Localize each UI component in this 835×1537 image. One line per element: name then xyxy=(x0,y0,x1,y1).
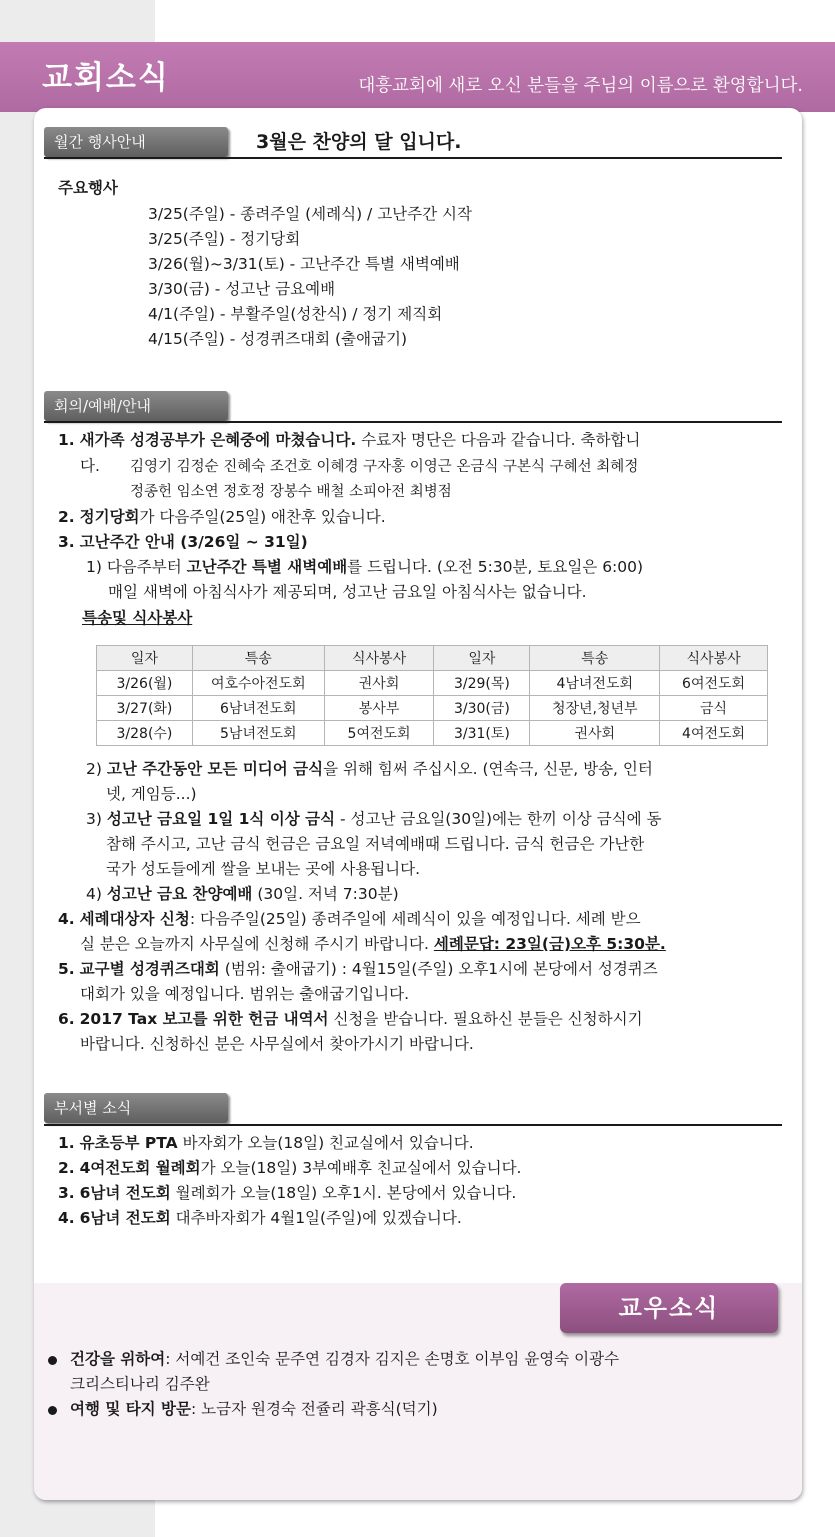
table-cell: 5여전도회 xyxy=(324,721,434,746)
notice-5-text: (범위: 출애굽기) : 4월15일(주일) 오후1시에 본당에서 성경퀴즈 xyxy=(219,960,658,978)
event-item: 3/25(주일) - 종려주일 (세례식) / 고난주간 시작 xyxy=(148,205,472,223)
table-header: 식사봉사 xyxy=(324,646,434,671)
sub-3-title: 성고난 금요일 1일 1식 이상 금식 xyxy=(106,810,336,828)
bullet-icon xyxy=(48,1406,57,1415)
notice-1-text: 수료자 명단은 다음과 같습니다. 축하합니 xyxy=(361,431,641,449)
event-item: 3/30(금) - 성고난 금요예배 xyxy=(148,280,336,298)
item-number: 1. xyxy=(58,1134,75,1152)
graduate-names-2: 정종헌 임소연 정호정 장봉수 배철 소피아전 최병점 xyxy=(130,484,452,500)
holy-week-sub-3 xyxy=(86,807,662,832)
schedule-table xyxy=(96,645,768,746)
baptism-deadline: 세례문답: 23일(금)오후 5:30분. xyxy=(433,935,666,953)
table-header-row xyxy=(97,646,768,671)
notice-3-title: 고난주간 안내 (3/26일 ~ 31일) xyxy=(79,533,308,551)
page-background-top xyxy=(155,0,835,42)
item-number: 6. xyxy=(58,1010,75,1028)
holy-week-sub-1 xyxy=(86,555,643,580)
health-label: 건강을 위하여 xyxy=(70,1350,166,1368)
notice-item-3 xyxy=(58,530,308,555)
dept-item-3 xyxy=(58,1181,516,1206)
dept-3-text: 월례회가 오늘(18일) 오후1시. 본당에서 있습니다. xyxy=(170,1184,517,1202)
table-cell: 여호수아전도회 xyxy=(192,671,324,696)
table-cell: 5남녀전도회 xyxy=(192,721,324,746)
notice-item-1 xyxy=(58,428,640,453)
table-cell: 6여전도회 xyxy=(660,671,768,696)
dept-3-title: 6남녀 전도회 xyxy=(79,1184,171,1202)
graduate-names-1: 김영기 김정순 진혜숙 조건호 이혜경 구자홍 이영근 온금식 구본식 구혜선 최혜정 xyxy=(130,459,639,475)
table-cell: 3/27(화) xyxy=(97,696,193,721)
table-row xyxy=(97,696,768,721)
section-divider-departments xyxy=(44,1124,782,1126)
table-cell: 3/30(금) xyxy=(434,696,530,721)
sub-4-text: (30일. 저녁 7:30분) xyxy=(252,885,399,903)
item-number: 1. xyxy=(58,431,75,449)
item-number: 2. xyxy=(58,508,75,526)
event-item: 4/15(주일) - 성경퀴즈대회 (출애굽기) xyxy=(148,330,408,348)
dept-item-1 xyxy=(58,1131,474,1156)
table-header: 일자 xyxy=(97,646,193,671)
sub-4-prefix: 4) xyxy=(86,885,107,903)
sub-1-title: 고난주간 특별 새벽예배 xyxy=(186,558,348,576)
section-divider-meetings xyxy=(44,421,782,423)
table-header: 특송 xyxy=(192,646,324,671)
dept-2-title: 4여전도회 월례회 xyxy=(79,1159,201,1177)
notice-item-4-cont xyxy=(80,932,666,957)
table-cell: 3/26(월) xyxy=(97,671,193,696)
holy-week-sub-4 xyxy=(86,882,399,907)
dept-1-title: 유초등부 PTA xyxy=(79,1134,178,1152)
holy-week-sub-2 xyxy=(86,757,653,782)
notice-2-title: 정기당회 xyxy=(79,508,140,526)
notice-2-text: 가 다음주일(25일) 애찬후 있습니다. xyxy=(139,508,386,526)
notice-item-6 xyxy=(58,1007,643,1032)
dept-item-2 xyxy=(58,1156,521,1181)
monthly-headline: 3월은 찬양의 달 입니다. xyxy=(256,131,462,153)
notice-item-5-cont: 대회가 있을 예정입니다. 범위는 출애굽기입니다. xyxy=(80,985,410,1003)
table-cell: 3/31(토) xyxy=(434,721,530,746)
event-item: 4/1(주일) - 부활주일(성찬식) / 정기 제직회 xyxy=(148,305,443,323)
notice-5-title: 교구별 성경퀴즈대회 xyxy=(79,960,220,978)
table-cell: 3/28(수) xyxy=(97,721,193,746)
sub-3-text: - 성고난 금요일(30일)에는 한끼 이상 금식에 동 xyxy=(335,810,662,828)
item-number: 3. xyxy=(58,1184,75,1202)
section-tab-meetings: 회의/예배/안내 xyxy=(44,391,228,421)
event-item: 3/25(주일) - 정기당회 xyxy=(148,230,301,248)
table-row xyxy=(97,671,768,696)
table-cell: 4여전도회 xyxy=(660,721,768,746)
holy-week-sub-3-cont-2: 국가 성도들에게 쌀을 보내는 곳에 사용됩니다. xyxy=(106,860,421,878)
item-number: 3. xyxy=(58,533,75,551)
table-cell: 권사회 xyxy=(530,721,660,746)
travel-names: : 노금자 원경숙 전쥴리 곽흥식(덕기) xyxy=(191,1400,438,1418)
notice-item-2 xyxy=(58,505,386,530)
events-label: 주요행사 xyxy=(58,179,118,197)
travel-label: 여행 및 타지 방문 xyxy=(70,1400,192,1418)
table-title: 특송및 식사봉사 xyxy=(82,609,193,627)
section-tab-monthly: 월간 행사안내 xyxy=(44,127,228,157)
item-number: 5. xyxy=(58,960,75,978)
table-cell: 금식 xyxy=(660,696,768,721)
bullet-icon xyxy=(48,1356,57,1365)
section-tab-departments: 부서별 소식 xyxy=(44,1093,228,1123)
notice-item-6-cont: 바랍니다. 신청하신 분은 사무실에서 찾아가시기 바랍니다. xyxy=(80,1035,474,1053)
sub-3-prefix: 3) xyxy=(86,810,107,828)
health-prayer xyxy=(70,1347,619,1372)
table-cell: 3/29(목) xyxy=(434,671,530,696)
dept-item-4 xyxy=(58,1206,462,1231)
notice-1-cont: 다. xyxy=(80,457,100,475)
welcome-subtitle: 대흥교회에 새로 오신 분들을 주님의 이름으로 환영합니다. xyxy=(358,76,803,96)
notice-6-text: 신청을 받습니다. 필요하신 분들은 신청하시기 xyxy=(328,1010,643,1028)
travel-visit xyxy=(70,1397,438,1422)
holy-week-sub-3-cont-1: 참해 주시고, 고난 금식 헌금은 금요일 저녁예배때 드립니다. 금식 헌금은 가난한 xyxy=(106,835,645,853)
notice-4-cont: 실 분은 오늘까지 사무실에 신청해 주시기 바랍니다. xyxy=(80,935,429,953)
dept-4-title: 6남녀 전도회 xyxy=(79,1209,171,1227)
sub-1-text: 를 드립니다. (오전 5:30분, 토요일은 6:00) xyxy=(347,558,644,576)
sub-4-title: 성고난 금요 찬양예배 xyxy=(106,885,253,903)
dept-2-text: 가 오늘(18일) 3부예배후 친교실에서 있습니다. xyxy=(200,1159,522,1177)
table-cell: 청장년,청년부 xyxy=(530,696,660,721)
sub-1-prefix: 1) 다음주부터 xyxy=(86,558,187,576)
table-cell: 권사회 xyxy=(324,671,434,696)
table-cell: 6남녀전도회 xyxy=(192,696,324,721)
item-number: 4. xyxy=(58,1209,75,1227)
notice-1-title: 새가족 성경공부가 은혜중에 마쳤습니다. xyxy=(79,431,357,449)
dept-1-text: 바자회가 오늘(18일) 친교실에서 있습니다. xyxy=(177,1134,474,1152)
item-number: 4. xyxy=(58,910,75,928)
health-names-cont: 크리스티나리 김주완 xyxy=(70,1375,210,1393)
notice-item-1-cont xyxy=(80,454,100,479)
table-cell: 봉사부 xyxy=(324,696,434,721)
section-divider-monthly xyxy=(44,157,782,159)
sub-2-text: 을 위해 힘써 주십시오. (연속극, 신문, 방송, 인터 xyxy=(323,760,653,778)
notice-item-5 xyxy=(58,957,658,982)
dept-4-text: 대추바자회가 4월1일(주일)에 있겠습니다. xyxy=(170,1209,462,1227)
table-header: 식사봉사 xyxy=(660,646,768,671)
table-cell: 4남녀전도회 xyxy=(530,671,660,696)
event-item: 3/26(월)~3/31(토) - 고난주간 특별 새벽예배 xyxy=(148,255,460,273)
sub-2-title: 고난 주간동안 모든 미디어 금식 xyxy=(106,760,324,778)
page-title: 교회소식 xyxy=(42,60,170,96)
health-names: : 서예건 조인숙 문주연 김경자 김지은 손명호 이부임 윤영숙 이광수 xyxy=(165,1350,620,1368)
notice-6-title: 2017 Tax 보고를 위한 헌금 내역서 xyxy=(79,1010,329,1028)
holy-week-sub-2-cont: 넷, 게임등...) xyxy=(106,785,197,803)
table-row xyxy=(97,721,768,746)
notice-4-text: : 다음주일(25일) 종려주일에 세례식이 있을 예정입니다. 세례 받으 xyxy=(189,910,641,928)
item-number: 2. xyxy=(58,1159,75,1177)
table-header: 일자 xyxy=(434,646,530,671)
table-header: 특송 xyxy=(530,646,660,671)
notice-item-4 xyxy=(58,907,641,932)
holy-week-sub-1-cont: 매일 새벽에 아침식사가 제공되며, 성고난 금요일 아침식사는 없습니다. xyxy=(108,583,587,601)
notice-4-title: 세례대상자 신청 xyxy=(79,910,190,928)
members-news-tab: 교우소식 xyxy=(560,1283,778,1333)
sub-2-prefix: 2) xyxy=(86,760,107,778)
